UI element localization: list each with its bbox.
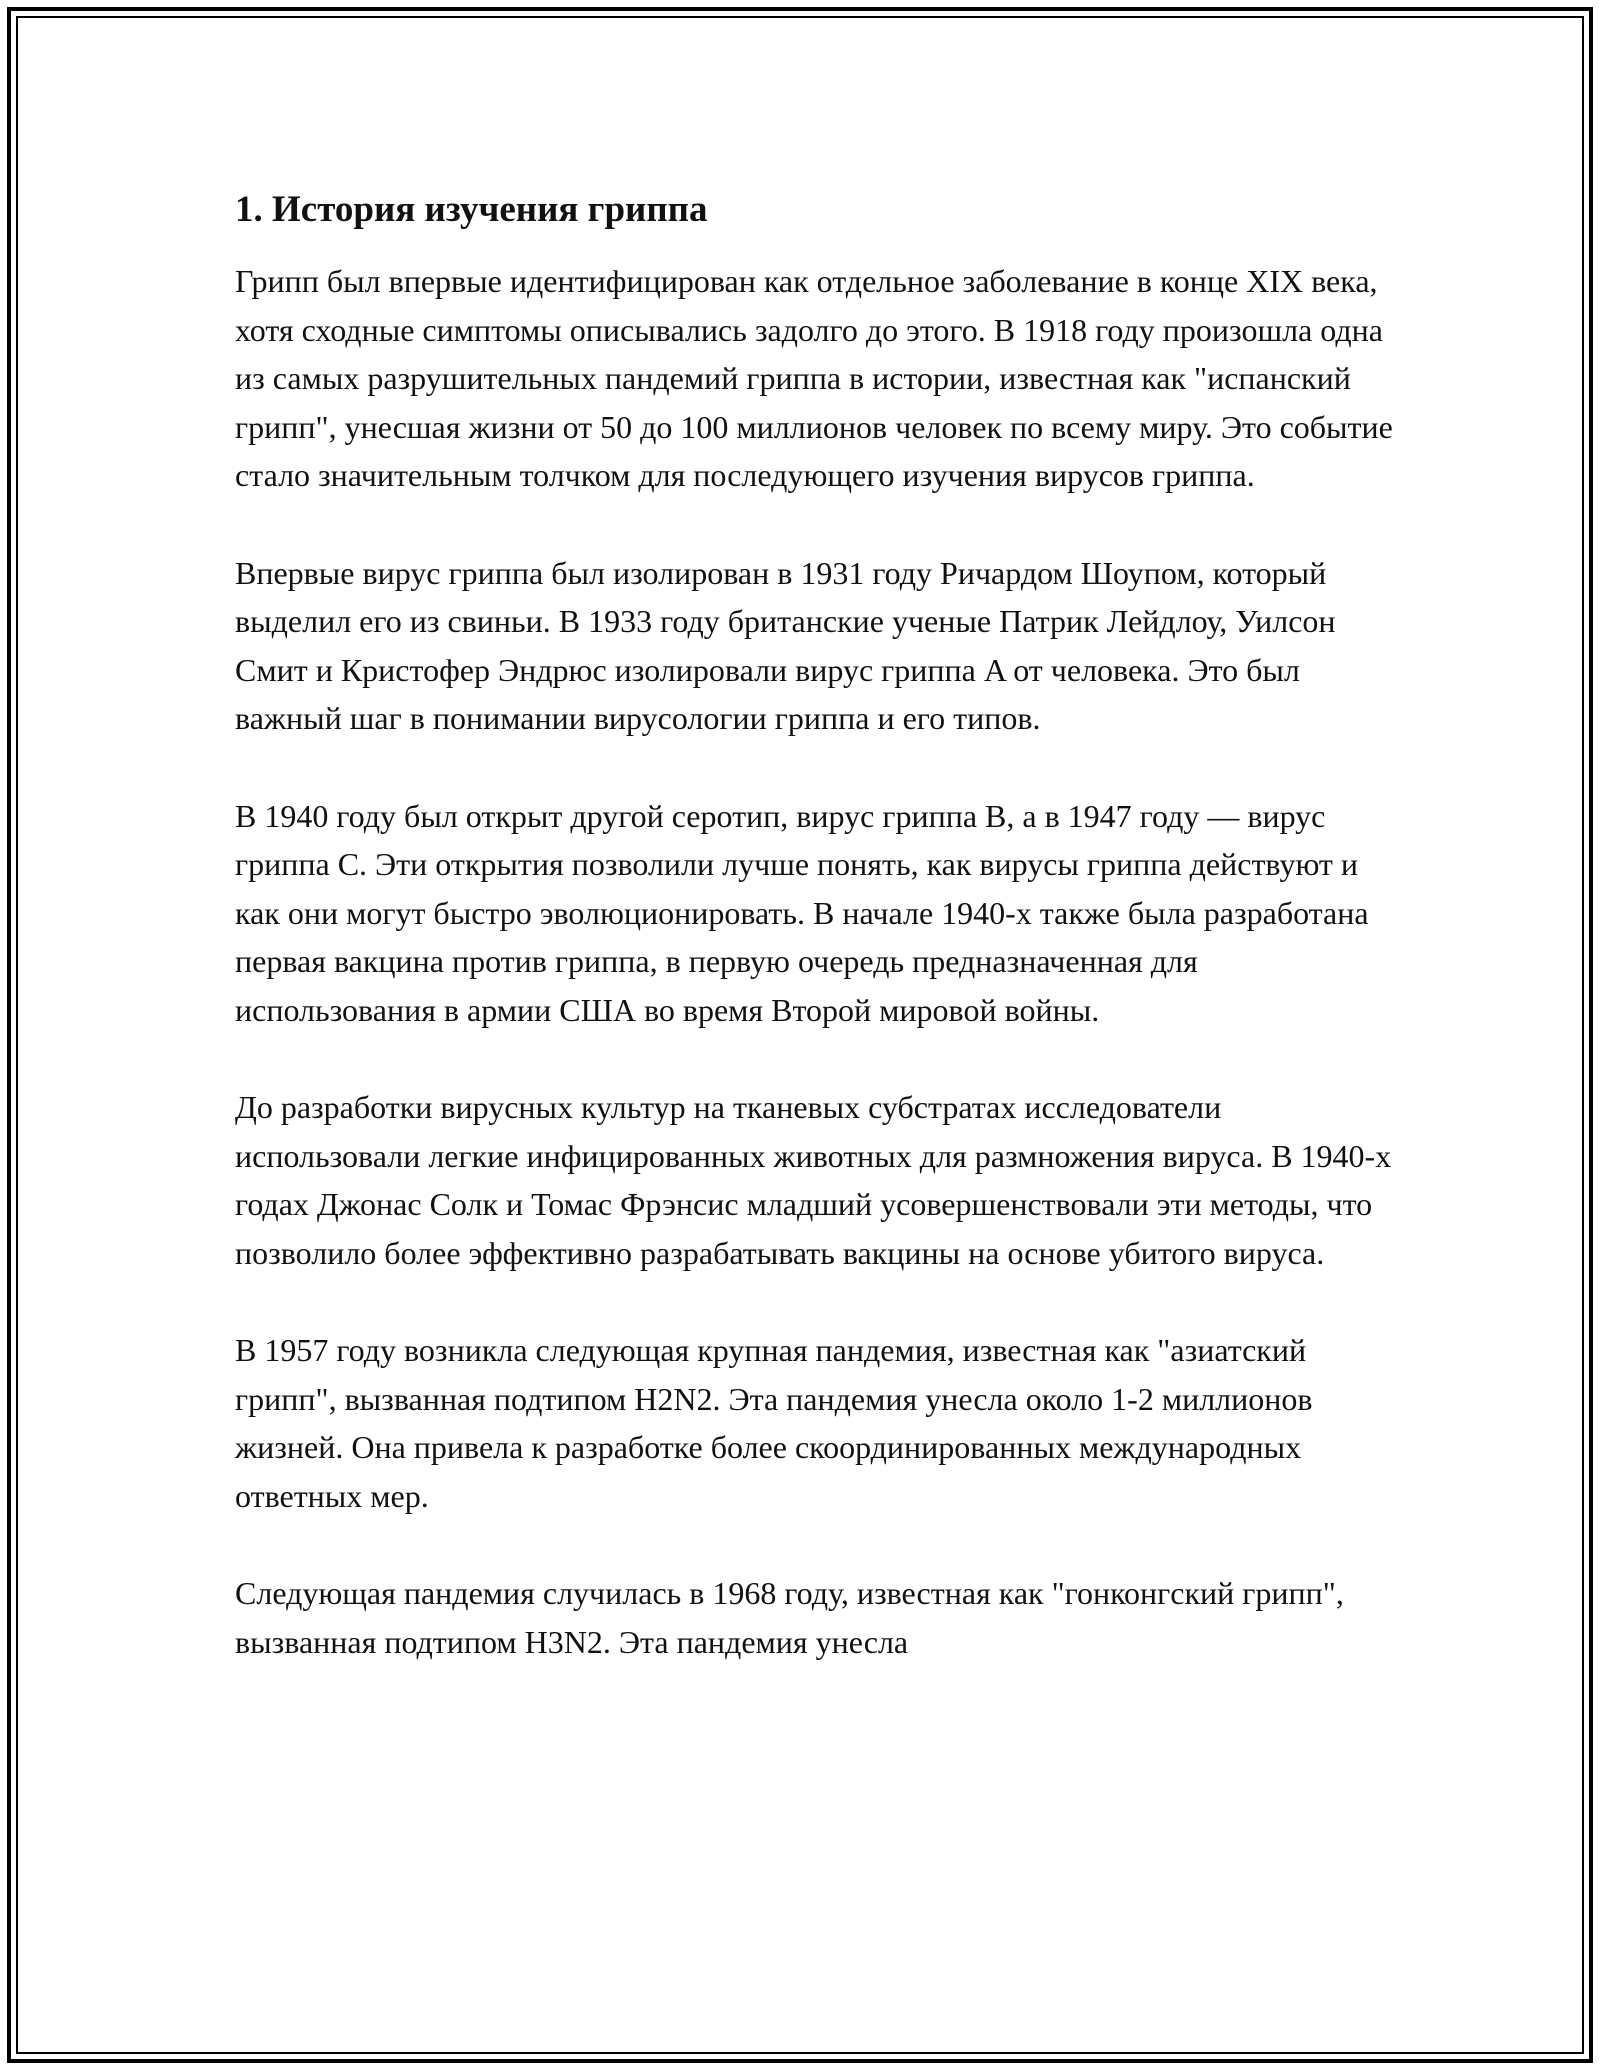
paragraph-spanish-flu: Грипп был впервые идентифицирован как отдельное заболевание в конце XIX века, хотя сходные симптомы описывались задолго до этого. В 1918 году произошла одна из самых разрушительных пандемий гриппа в истории, известная как "испанский грипп", унесшая жизни от 50 до 100 миллионов человек по всему миру. Это событие стало значительным толчком для последующего изучения вирусов гриппа. <box>235 263 1393 493</box>
paragraph-asian-flu: В 1957 году возникла следующая крупная пандемия, известная как "азиатский грипп", вызванная подтипом H2N2. Эта пандемия унесла около 1-2 миллионов жизней. Она привела к разработке более скоординированных международных ответных мер. <box>235 1332 1313 1514</box>
section-heading: 1. История изучения гриппа <box>235 189 708 230</box>
paragraph-virus-isolation: Впервые вирус гриппа был изолирован в 1931 году Ричардом Шоупом, который выделил его из свиньи. В 1933 году британские ученые Патрик Лейдлоу, Уилсон Смит и Кристофер Эндрюс изолировали вирус гриппа A от человека. Это был важный шаг в понимании вирусологии гриппа и его типов. <box>235 554 1336 736</box>
paragraph-serotypes-vaccine: В 1940 году был открыт другой серотип, вирус гриппа B, а в 1947 году — вирус гриппа C. Эти открытия позволили лучше понять, как вирусы гриппа действуют и как они могут быстро эволюционировать. В начале 1940-х также была разработана первая вакцина против гриппа, в первую очередь предназначенная для использования в армии США во время Второй мировой войны. <box>235 797 1369 1028</box>
document-body <box>235 186 1395 1715</box>
paragraph-hong-kong-flu: Следующая пандемия случилась в 1968 году, известная как "гонконгский грипп", вызванная подтипом H3N2. Эта пандемия унесла <box>235 1575 1344 1660</box>
paragraph-tissue-cultures: До разработки вирусных культур на тканевых субстратах исследователи использовали легкие инфицированных животных для размножения вируса. В 1940-х годах Джонас Солк и Томас Фрэнсис младший усовершенствовали эти методы, что позволило более эффективно разрабатывать вакцины на основе убитого вируса. <box>235 1089 1392 1271</box>
